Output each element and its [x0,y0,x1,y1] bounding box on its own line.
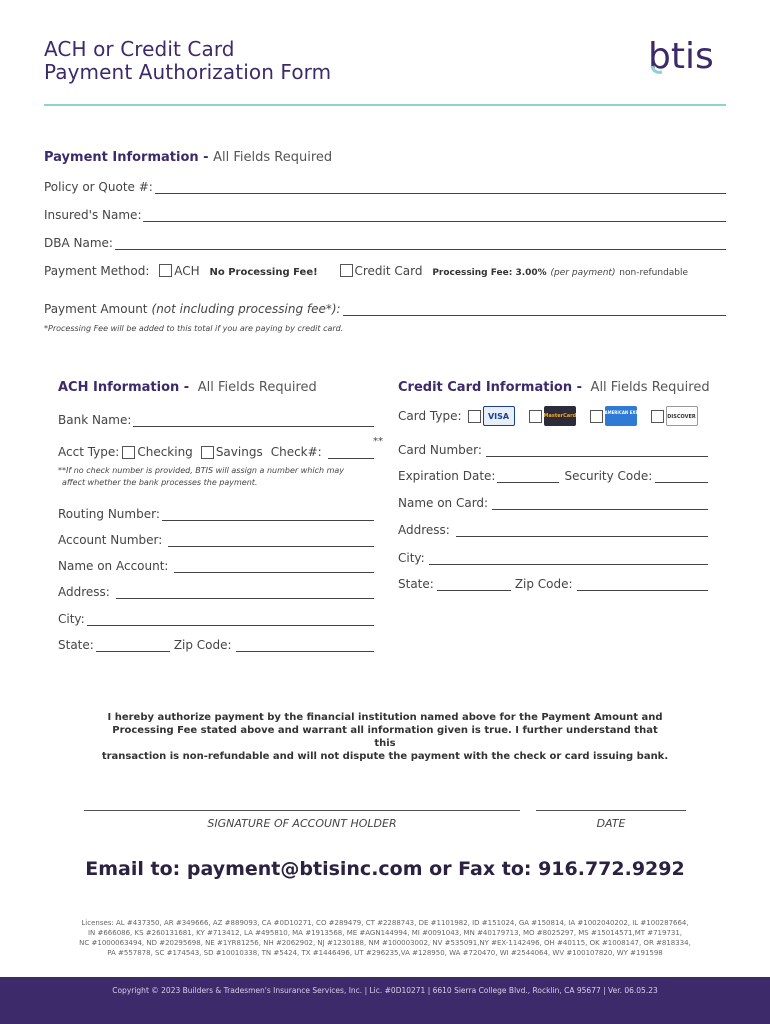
cc-city-field[interactable]: City: [398,551,708,565]
payment-method-row: Payment Method: ACH No Processing Fee! Credit Card Processing Fee: 3.00% (per payment) non-refundable [44,264,689,278]
policy-field[interactable] [44,180,726,194]
cc-address-input[interactable] [456,525,708,537]
form-title: ACH or Credit Card Payment Authorization Form [44,37,332,84]
check-number-input[interactable] [328,447,374,459]
name-on-card-field[interactable]: Name on Card: [398,496,708,510]
name-on-account-field[interactable]: Name on Account: [58,559,374,573]
name-on-account-input[interactable] [174,561,374,573]
date-line[interactable] [536,810,686,811]
visa-logo: VISA [483,406,515,426]
payment-amount-input[interactable] [343,304,726,316]
card-type-row: Card Type: VISA MasterCard AMERICAN EXPRESS DISCOVER [398,406,718,426]
routing-input[interactable] [162,509,374,521]
account-number-field[interactable]: Account Number: [58,533,374,547]
dba-label: DBA Name: [44,236,113,250]
account-number-input[interactable] [168,535,374,547]
payment-amount-field[interactable]: Payment Amount (not including processing fee*): [44,302,726,316]
card-number-field[interactable]: Card Number: [398,443,708,457]
footer-bar [0,977,770,1024]
security-code-input[interactable] [655,471,708,483]
expiration-input[interactable] [497,471,559,483]
cc-city-input[interactable] [429,553,708,565]
ach-address-field[interactable]: Address: [58,585,374,599]
credit-card-checkbox[interactable] [340,264,353,277]
ach-city-input[interactable] [87,614,374,626]
ach-city-field[interactable]: City: [58,612,374,626]
mastercard-logo: MasterCard [544,406,576,426]
insured-field[interactable] [44,208,726,222]
dba-field[interactable] [44,236,726,250]
ach-state-zip-row: State: Zip Code: [58,638,374,652]
dba-input[interactable] [115,238,726,250]
amex-checkbox[interactable] [590,410,603,423]
exp-security-row: Expiration Date: Security Code: [398,469,708,483]
processing-fee-note: *Processing Fee will be added to this total if you are paying by credit card. [44,324,344,333]
savings-checkbox[interactable] [201,446,214,459]
payment-info-heading: Payment Information - All Fields Required [44,150,333,165]
ach-address-input[interactable] [116,587,374,599]
policy-label: Policy or Quote #: [44,180,153,194]
date-label: DATE [596,817,626,830]
btis-logo [648,34,728,78]
bank-name-input[interactable] [133,415,374,427]
authorization-statement: I hereby authorize payment by the financial institution named above for the Payment Amount and Processing Fee stated above and warrant all information given is true. I further understand that this transaction is non-refundable and will not dispute the payment with the check or card issuing bank. [101,712,669,762]
insured-input[interactable] [143,210,726,222]
footer-copyright: Copyright © 2023 Builders & Tradesmen's Insurance Services, Inc. | Lic. #0D10271 | 6610 Sierra College Blvd., Rocklin, CA 95677 | Ver. 06.05.23 [112,986,658,995]
check-asterisks: ** [373,436,383,447]
signature-label: SIGNATURE OF ACCOUNT HOLDER [207,817,397,830]
ach-checkbox[interactable] [159,264,172,277]
cc-heading: Credit Card Information - All Fields Required [398,380,710,395]
policy-input[interactable] [155,182,726,194]
ach-state-input[interactable] [96,640,170,652]
mastercard-checkbox[interactable] [529,410,542,423]
svg-text:btis: btis [648,36,714,77]
header-divider [44,104,726,106]
cc-zip-input[interactable] [577,579,708,591]
amex-logo: AMERICAN EXPRESS [605,406,637,426]
visa-checkbox[interactable] [468,410,481,423]
cc-state-zip-row: State: Zip Code: [398,577,708,591]
contact-instructions: Email to: payment@btisinc.com or Fax to: 916.772.9292 [85,858,685,880]
bank-name-field[interactable]: Bank Name: [58,413,374,427]
routing-field[interactable]: Routing Number: [58,507,374,521]
discover-logo: DISCOVER [666,406,698,426]
card-number-input[interactable] [486,445,708,457]
cc-state-input[interactable] [437,579,511,591]
ach-zip-input[interactable] [236,640,374,652]
insured-label: Insured's Name: [44,208,142,222]
ach-heading: ACH Information - All Fields Required [58,380,317,395]
checking-checkbox[interactable] [122,446,135,459]
name-on-card-input[interactable] [492,498,708,510]
licenses-list: Licenses: AL #437350, AR #349666, AZ #889093, CA #0D10271, CO #289479, CT #2288743, DE #1101982, ID #151024, GA #150814, IA #1002040202, IL #100287664, IN #666086, KS #260131681, KY #713412, LA #495810, MA #1913568, ME #AGN144994, MI #0091043, MN #40179713, MO #8025297, MS #15014571,MT #719731, NC #1000063494, ND #20295698, NE #1YR81256, NH #2062902, NJ #1230188, NM #100003002, NV #535091,NY #EX-1142496, OH #40115, OK #1008147, OR #818334, PA #557878, SC #174543, SD #10010338, TN #5424, TX #1446496, UT #296235,VA #128950, WA #720470, WI #2544064, WV #100107820, WY #191598 [79,919,691,957]
check-note: **If no check number is provided, BTIS will assign a number which may affect whether the bank processes the payment. [58,466,345,487]
cc-address-field[interactable]: Address: [398,523,708,537]
discover-checkbox[interactable] [651,410,664,423]
acct-type-row: Acct Type: Checking Savings Check#: [58,445,374,459]
signature-line[interactable] [84,810,520,811]
